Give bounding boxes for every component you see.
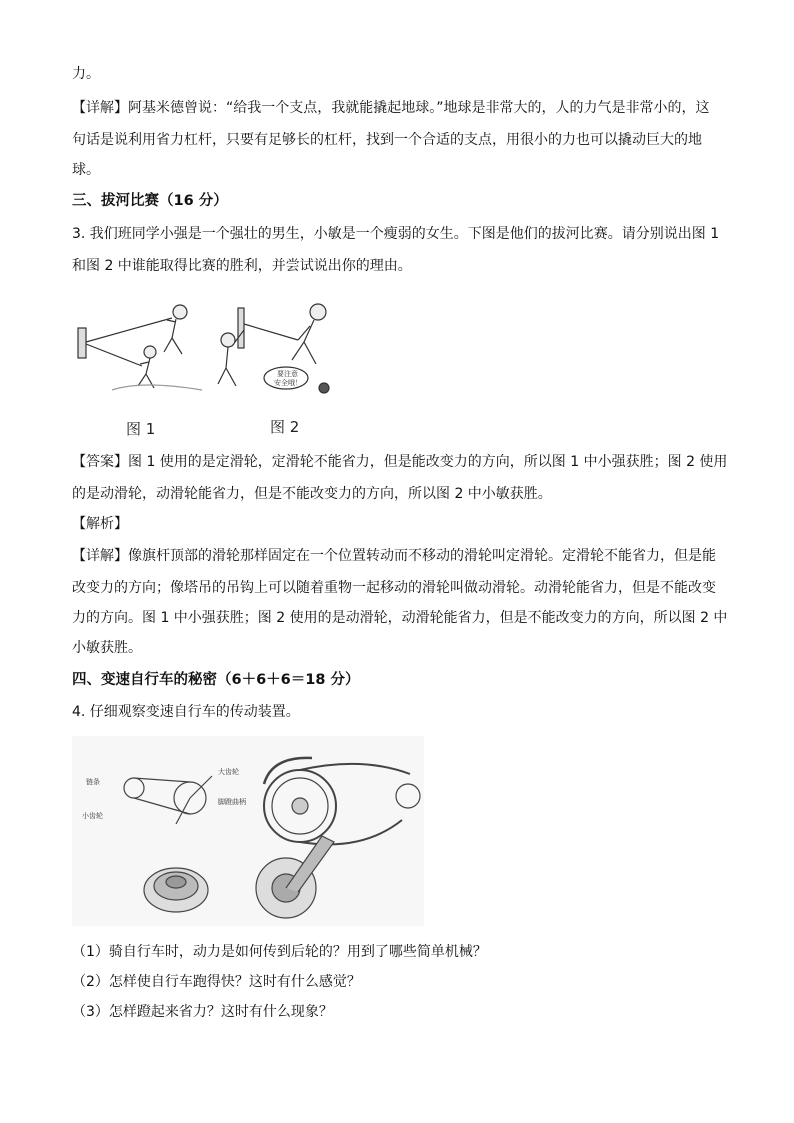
sub-question-2: （2）怎样使自行车跑得快？这时有什么感觉？ <box>72 974 361 990</box>
bubble-line-1: 要注意 <box>277 370 298 378</box>
question-3-line-2: 和图 2 中谁能取得比赛的胜利，并尝试说出你的理由。 <box>72 258 412 274</box>
detail-line-1: 【详解】像旗杆顶部的滑轮那样固定在一个位置转动而不移动的滑轮叫定滑轮。定滑轮不能省力，但是能 <box>72 548 716 564</box>
figure-1-drawing <box>78 305 202 390</box>
section-heading-4: 四、变速自行车的秘密（6＋6＋6＝18 分） <box>72 672 360 688</box>
answer-line-1: 【答案】图 1 使用的是定滑轮，定滑轮不能省力，但是能改变力的方向，所以图 1 中小强获胜；图 2 使用 <box>72 454 728 470</box>
label-chain: 链条 <box>86 778 100 786</box>
section-heading-3: 三、拔河比赛（16 分） <box>72 193 228 209</box>
figure-2-drawing <box>218 304 329 393</box>
question-4: 4. 仔细观察变速自行车的传动装置。 <box>72 704 300 720</box>
text-line-2: 【详解】阿基米德曾说：“给我一个支点，我就能撬起地球。”地球是非常大的，人的力气是非常小的，这 <box>72 100 710 116</box>
detail-line-4: 小敏获胜。 <box>72 640 142 656</box>
detail-line-3: 力的方向。图 1 中小强获胜；图 2 使用的是动滑轮，动滑轮能省力，但是不能改变力的方向，所以图 2 中 <box>72 610 728 626</box>
tug-of-war-figure <box>72 290 342 410</box>
figure-2-label: 图 2 <box>270 418 300 436</box>
figure-1-label: 图 1 <box>126 420 156 438</box>
bubble-line-2: 安全哦！ <box>274 379 302 387</box>
text-line-3: 句话是说利用省力杠杆，只要有足够长的杠杆，找到一个合适的支点，用很小的力也可以撬动巨大的地 <box>72 132 702 148</box>
label-small-gear: 小齿轮 <box>82 812 103 820</box>
sub-question-3: （3）怎样蹬起来省力？这时有什么现象？ <box>72 1004 333 1020</box>
answer-line-2: 的是动滑轮，动滑轮能省力，但是不能改变力的方向，所以图 2 中小敏获胜。 <box>72 486 552 502</box>
bicycle-gear-figure <box>72 736 424 926</box>
sub-question-1: （1）骑自行车时，动力是如何传到后轮的？用到了哪些简单机械？ <box>72 944 487 960</box>
question-3-line-1: 3. 我们班同学小强是一个强壮的男生，小敏是一个瘦弱的女生。下图是他们的拔河比赛。请分别说出图 1 <box>72 226 720 242</box>
label-big-gear: 大齿轮 <box>218 768 239 776</box>
analysis-heading: 【解析】 <box>72 516 128 532</box>
text-line-1: 力。 <box>72 66 100 82</box>
detail-line-2: 改变力的方向；像塔吊的吊钩上可以随着重物一起移动的滑轮叫做动滑轮。动滑轮能省力，但是不能改变 <box>72 580 716 596</box>
text-line-4: 球。 <box>72 162 100 178</box>
label-pedal: 脚蹬曲柄 <box>218 798 246 806</box>
